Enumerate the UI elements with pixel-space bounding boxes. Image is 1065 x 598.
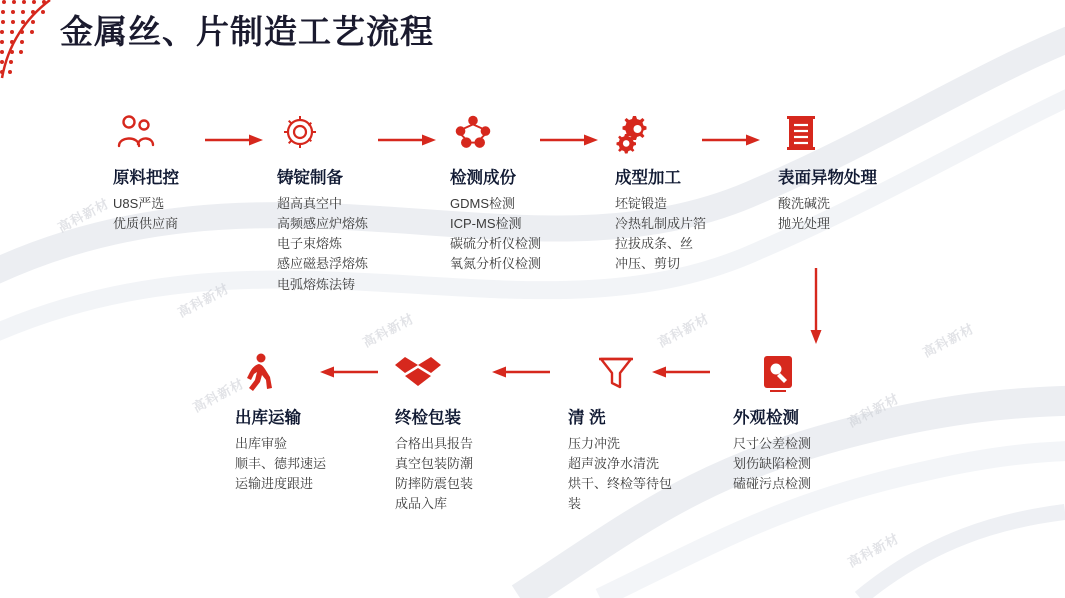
node-details: [277, 194, 368, 295]
node-details: [568, 434, 672, 515]
flow-node-final-inspection-packaging[interactable]: [395, 350, 473, 515]
node-details: [733, 434, 811, 494]
watermark: 高科新材: [175, 280, 232, 321]
flow-arrow-right: [702, 133, 762, 152]
detail-line: 冷热轧制成片箔: [615, 216, 707, 232]
open-box-icon: [395, 350, 441, 396]
detail-line: 高频感应炉熔炼: [277, 216, 369, 232]
detail-line: 出库审验: [235, 436, 288, 451]
flow-node-composition-testing[interactable]: [450, 110, 541, 275]
flow-arrow-left: [650, 365, 710, 384]
page-title: 金属丝、片制造工艺流程: [60, 13, 434, 50]
node-title: 清 洗: [568, 409, 606, 427]
detail-line: 成品入库: [395, 496, 448, 512]
node-details: [235, 434, 326, 494]
watermark: 高科新材: [845, 390, 902, 431]
watermark: 高科新材: [360, 310, 417, 351]
detail-line: 拉拔成条、丝: [615, 236, 694, 252]
detail-line: 抛光处理: [778, 216, 831, 232]
node-title: 出库运输: [235, 409, 301, 427]
funnel-icon: [593, 350, 639, 396]
detail-line: GDMS检测: [450, 196, 516, 211]
flow-node-surface-foreign-matter[interactable]: [778, 110, 877, 234]
flow-arrow-right: [378, 133, 438, 152]
flow-arrow-left: [490, 365, 550, 384]
detail-line: 超声波净水清洗: [568, 456, 660, 472]
detail-line: U8S严选: [113, 196, 165, 211]
node-details: [615, 194, 706, 275]
flow-arrow-left: [318, 365, 378, 384]
node-title: 检测成份: [450, 169, 516, 187]
detail-line: 坯锭锻造: [615, 196, 668, 211]
detail-line: 冲压、剪切: [615, 256, 681, 272]
watermark: 高科新材: [55, 195, 112, 236]
page-header: [0, 0, 1065, 70]
detail-line: 优质供应商: [113, 216, 179, 232]
detail-line: 电弧熔炼法铸: [277, 276, 356, 292]
flow-node-ingot-preparation[interactable]: [277, 110, 368, 295]
watermark: 高科新材: [920, 320, 977, 361]
node-details: [395, 434, 473, 515]
flow-node-outbound-transport[interactable]: [235, 350, 326, 494]
node-title: 表面异物处理: [778, 169, 877, 187]
detail-line: 真空包装防潮: [395, 456, 474, 472]
runner-icon: [235, 350, 281, 396]
flow-arrow-right: [205, 133, 265, 152]
node-details: [778, 194, 877, 234]
flow-node-raw-material-control[interactable]: [113, 110, 179, 234]
detail-line: 运输进度跟进: [235, 476, 314, 492]
detail-line: 超高真空中: [277, 196, 343, 211]
flow-arrow-right: [540, 133, 600, 152]
document-lines-icon: [778, 110, 824, 156]
detail-line: 感应磁悬浮熔炼: [277, 256, 369, 272]
node-title: 外观检测: [733, 409, 799, 427]
node-title: 铸锭制备: [277, 169, 343, 187]
detail-line: 碳硫分析仪检测: [450, 236, 542, 252]
detail-line: 烘干、终检等待包: [568, 476, 673, 492]
detail-line: 磕碰污点检测: [733, 476, 812, 492]
detail-line: 尺寸公差检测: [733, 436, 812, 451]
watermark: 高科新材: [655, 310, 712, 351]
detail-line: 装: [568, 496, 582, 512]
watermark: 高科新材: [190, 375, 247, 416]
watermark: 高科新材: [845, 530, 902, 571]
detail-line: 合格出具报告: [395, 436, 474, 451]
molecule-icon: [450, 110, 496, 156]
inspect-icon: [755, 350, 801, 396]
detail-line: 防摔防震包装: [395, 476, 474, 492]
node-title: 终检包装: [395, 409, 461, 427]
flow-node-forming-processing[interactable]: [615, 110, 706, 275]
detail-line: 酸洗碱洗: [778, 196, 831, 211]
gear-flower-icon: [277, 110, 323, 156]
flow-arrow-down: [808, 268, 824, 351]
node-title: 原料把控: [113, 169, 179, 187]
detail-line: 压力冲洗: [568, 436, 621, 451]
gears-icon: [615, 110, 661, 156]
flow-node-appearance-inspection[interactable]: [733, 350, 811, 494]
detail-line: 电子束熔炼: [277, 236, 343, 252]
detail-line: 顺丰、德邦速运: [235, 456, 327, 472]
detail-line: 氧氮分析仪检测: [450, 256, 542, 272]
node-title: 成型加工: [615, 169, 681, 187]
detail-line: 划伤缺陷检测: [733, 456, 812, 472]
node-details: [113, 194, 179, 234]
people-icon: [113, 110, 159, 156]
detail-line: ICP-MS检测: [450, 216, 522, 232]
node-details: [450, 194, 541, 275]
